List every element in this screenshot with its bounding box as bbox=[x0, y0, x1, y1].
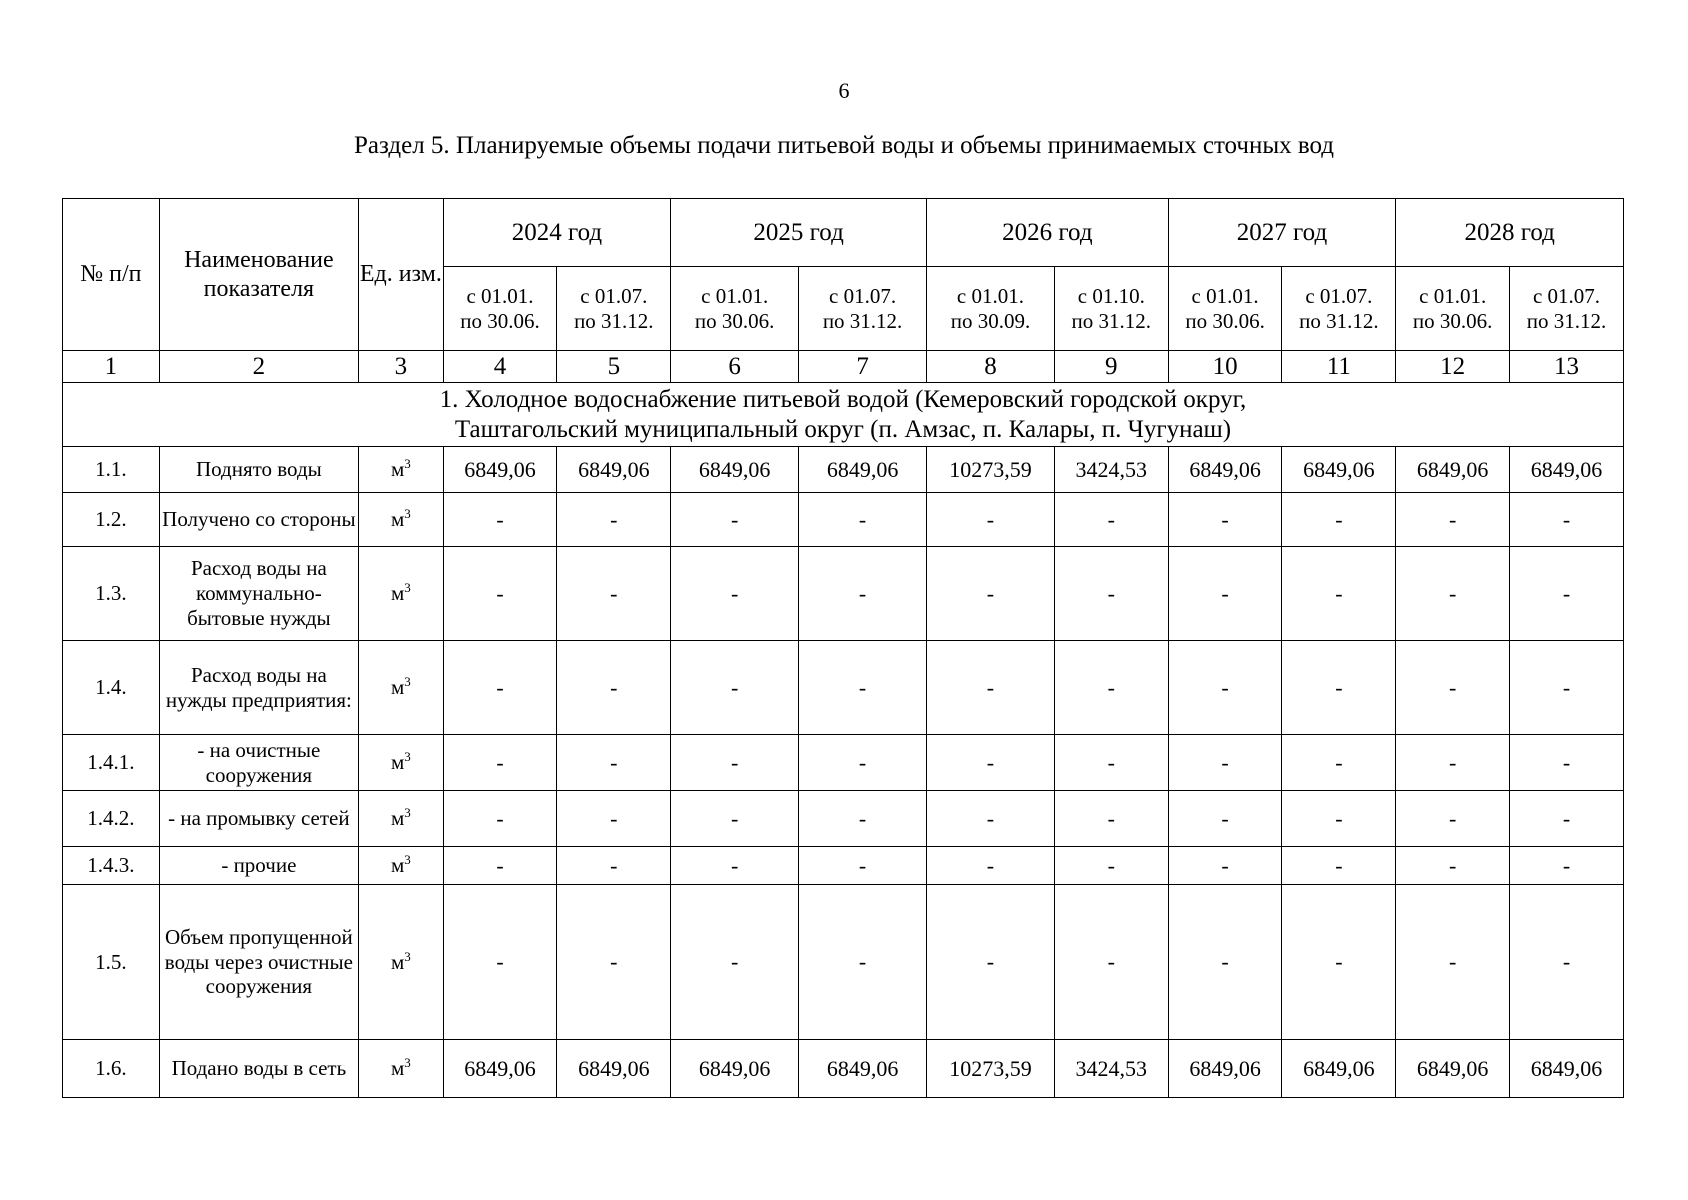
row-value: - bbox=[557, 735, 671, 791]
row-value: - bbox=[1510, 547, 1624, 641]
row-indicator-name: Расход воды на нужды предприятия: bbox=[159, 641, 358, 735]
section-title: Раздел 5. Планируемые объемы подачи питьевой воды и объемы принимаемых сточных вод bbox=[353, 132, 1335, 159]
unit-exponent: 3 bbox=[404, 456, 411, 472]
header-year-2027: 2027 год bbox=[1168, 199, 1396, 267]
table-body bbox=[63, 351, 1624, 1098]
row-value: - bbox=[799, 641, 927, 735]
table-row bbox=[63, 791, 1624, 847]
row-value: - bbox=[557, 493, 671, 547]
water-volumes-table bbox=[62, 198, 1624, 1098]
row-value: 6849,06 bbox=[799, 1040, 927, 1098]
row-value: - bbox=[1282, 847, 1396, 885]
row-value: 6849,06 bbox=[443, 1040, 557, 1098]
row-value: - bbox=[1510, 791, 1624, 847]
row-value: - bbox=[1510, 847, 1624, 885]
row-value: - bbox=[1396, 791, 1510, 847]
column-number: 5 bbox=[557, 351, 671, 383]
header-period: с 01.10. по 31.12. bbox=[1054, 267, 1168, 351]
unit-base: м bbox=[390, 675, 405, 700]
row-value: 6849,06 bbox=[1510, 447, 1624, 493]
row-number: 1.6. bbox=[63, 1040, 160, 1098]
row-value: 6849,06 bbox=[1396, 1040, 1510, 1098]
header-unit: Ед. изм. bbox=[359, 199, 444, 351]
header-year-2026: 2026 год bbox=[927, 199, 1169, 267]
column-number: 1 bbox=[63, 351, 160, 383]
row-number: 1.4.1. bbox=[63, 735, 160, 791]
column-number: 13 bbox=[1510, 351, 1624, 383]
row-value: - bbox=[799, 847, 927, 885]
row-value: 6849,06 bbox=[1282, 1040, 1396, 1098]
row-value: - bbox=[1054, 735, 1168, 791]
row-value: - bbox=[1282, 735, 1396, 791]
row-value: - bbox=[1168, 641, 1282, 735]
row-value: 10273,59 bbox=[927, 1040, 1055, 1098]
row-value: - bbox=[671, 735, 799, 791]
row-indicator-name: - на промывку сетей bbox=[159, 791, 358, 847]
row-value: - bbox=[557, 847, 671, 885]
column-number: 4 bbox=[443, 351, 557, 383]
header-period: с 01.07. по 31.12. bbox=[1510, 267, 1624, 351]
row-value: - bbox=[443, 791, 557, 847]
header-row-years bbox=[63, 199, 1624, 267]
row-value: - bbox=[1510, 493, 1624, 547]
row-unit bbox=[359, 735, 444, 791]
table-header bbox=[63, 199, 1624, 351]
unit-exponent: 3 bbox=[404, 948, 411, 964]
row-indicator-name: Подано воды в сеть bbox=[159, 1040, 358, 1098]
row-value: - bbox=[927, 847, 1055, 885]
row-number: 1.1. bbox=[63, 447, 160, 493]
row-value: - bbox=[1510, 735, 1624, 791]
row-value: - bbox=[927, 547, 1055, 641]
row-value: 6849,06 bbox=[1168, 1040, 1282, 1098]
row-value: 6849,06 bbox=[1396, 447, 1510, 493]
row-unit bbox=[359, 547, 444, 641]
row-value: - bbox=[1168, 791, 1282, 847]
table-row bbox=[63, 1040, 1624, 1098]
unit-base: м bbox=[390, 581, 405, 606]
header-period: с 01.07. по 31.12. bbox=[557, 267, 671, 351]
row-value: - bbox=[1054, 791, 1168, 847]
page-number: 6 bbox=[838, 78, 850, 103]
unit-exponent: 3 bbox=[404, 674, 411, 690]
row-value: - bbox=[1396, 493, 1510, 547]
row-unit bbox=[359, 791, 444, 847]
column-number: 8 bbox=[927, 351, 1055, 383]
column-number-row bbox=[63, 351, 1624, 383]
row-value: - bbox=[799, 493, 927, 547]
row-value: - bbox=[1282, 885, 1396, 1040]
unit-base: м bbox=[390, 1056, 405, 1081]
unit-base: м bbox=[390, 507, 405, 532]
row-value: - bbox=[557, 641, 671, 735]
table-row bbox=[63, 447, 1624, 493]
row-value: - bbox=[671, 547, 799, 641]
section-heading-line-2: Таштагольский муниципальный округ (п. Амзас, п. Калары, п. Чугунаш) bbox=[454, 415, 1232, 443]
row-value: 10273,59 bbox=[927, 447, 1055, 493]
header-period: с 01.01. по 30.06. bbox=[1396, 267, 1510, 351]
row-value: 3424,53 bbox=[1054, 447, 1168, 493]
row-value: - bbox=[1168, 847, 1282, 885]
row-value: - bbox=[1054, 885, 1168, 1040]
unit-exponent: 3 bbox=[404, 1055, 411, 1071]
row-number: 1.5. bbox=[63, 885, 160, 1040]
row-number: 1.4. bbox=[63, 641, 160, 735]
column-number: 11 bbox=[1282, 351, 1396, 383]
row-value: - bbox=[443, 847, 557, 885]
header-num: № п/п bbox=[63, 199, 160, 351]
unit-exponent: 3 bbox=[404, 805, 411, 821]
row-value: - bbox=[671, 641, 799, 735]
row-value: - bbox=[927, 885, 1055, 1040]
row-value: - bbox=[1168, 493, 1282, 547]
row-value: - bbox=[443, 735, 557, 791]
unit-base: м bbox=[390, 806, 405, 831]
row-value: - bbox=[1168, 547, 1282, 641]
table-row bbox=[63, 641, 1624, 735]
row-value: - bbox=[671, 791, 799, 847]
row-value: - bbox=[1168, 885, 1282, 1040]
row-value: - bbox=[927, 641, 1055, 735]
unit-base: м bbox=[390, 457, 405, 482]
header-period: с 01.07. по 31.12. bbox=[1282, 267, 1396, 351]
row-value: - bbox=[1282, 493, 1396, 547]
row-value: - bbox=[443, 547, 557, 641]
header-period: с 01.01. по 30.06. bbox=[1168, 267, 1282, 351]
header-period: с 01.01. по 30.09. bbox=[927, 267, 1055, 351]
header-period: с 01.07. по 31.12. bbox=[799, 267, 927, 351]
table-row bbox=[63, 735, 1624, 791]
unit-exponent: 3 bbox=[404, 580, 411, 596]
row-value: - bbox=[1510, 885, 1624, 1040]
row-value: - bbox=[1396, 641, 1510, 735]
section-heading bbox=[63, 383, 1624, 447]
row-value: - bbox=[443, 885, 557, 1040]
row-number: 1.2. bbox=[63, 493, 160, 547]
unit-exponent: 3 bbox=[404, 852, 411, 868]
row-unit bbox=[359, 493, 444, 547]
row-value: - bbox=[1282, 641, 1396, 735]
table-row bbox=[63, 885, 1624, 1040]
row-unit bbox=[359, 1040, 444, 1098]
row-value: - bbox=[557, 791, 671, 847]
row-value: - bbox=[1054, 641, 1168, 735]
row-value: - bbox=[557, 885, 671, 1040]
header-year-2028: 2028 год bbox=[1396, 199, 1624, 267]
row-value: 6849,06 bbox=[799, 447, 927, 493]
row-value: - bbox=[1396, 547, 1510, 641]
header-year-2025: 2025 год bbox=[671, 199, 927, 267]
row-value: - bbox=[927, 493, 1055, 547]
unit-exponent: 3 bbox=[404, 749, 411, 765]
column-number: 6 bbox=[671, 351, 799, 383]
table-row bbox=[63, 493, 1624, 547]
row-value: - bbox=[799, 547, 927, 641]
row-value: - bbox=[443, 493, 557, 547]
header-name: Наименование показателя bbox=[159, 199, 358, 351]
column-number: 7 bbox=[799, 351, 927, 383]
row-indicator-name: Получено со стороны bbox=[159, 493, 358, 547]
row-number: 1.4.3. bbox=[63, 847, 160, 885]
unit-base: м bbox=[390, 949, 405, 974]
section-heading-row bbox=[63, 383, 1624, 447]
row-value: - bbox=[1168, 735, 1282, 791]
header-period: с 01.01. по 30.06. bbox=[671, 267, 799, 351]
row-value: - bbox=[1054, 847, 1168, 885]
row-value: 6849,06 bbox=[1282, 447, 1396, 493]
table-row bbox=[63, 547, 1624, 641]
row-value: - bbox=[671, 847, 799, 885]
row-value: - bbox=[1396, 885, 1510, 1040]
row-value: 6849,06 bbox=[443, 447, 557, 493]
row-value: - bbox=[799, 791, 927, 847]
row-value: - bbox=[1282, 547, 1396, 641]
row-indicator-name: Объем пропущенной воды через очистные сооружения bbox=[159, 885, 358, 1040]
row-value: - bbox=[671, 493, 799, 547]
row-value: - bbox=[1054, 493, 1168, 547]
row-value: - bbox=[1054, 547, 1168, 641]
table-row bbox=[63, 847, 1624, 885]
row-unit bbox=[359, 447, 444, 493]
unit-base: м bbox=[390, 853, 405, 878]
row-unit bbox=[359, 885, 444, 1040]
row-value: - bbox=[799, 885, 927, 1040]
row-value: 6849,06 bbox=[557, 1040, 671, 1098]
row-indicator-name: Поднято воды bbox=[159, 447, 358, 493]
row-unit bbox=[359, 641, 444, 735]
unit-exponent: 3 bbox=[404, 506, 411, 522]
row-value: - bbox=[927, 735, 1055, 791]
unit-base: м bbox=[390, 750, 405, 775]
row-value: 6849,06 bbox=[557, 447, 671, 493]
row-value: - bbox=[1396, 847, 1510, 885]
column-number: 10 bbox=[1168, 351, 1282, 383]
header-year-2024: 2024 год bbox=[443, 199, 671, 267]
row-value: - bbox=[1396, 735, 1510, 791]
row-value: - bbox=[799, 735, 927, 791]
row-value: 6849,06 bbox=[671, 1040, 799, 1098]
row-number: 1.4.2. bbox=[63, 791, 160, 847]
header-period: с 01.01. по 30.06. bbox=[443, 267, 557, 351]
column-number: 12 bbox=[1396, 351, 1510, 383]
row-value: - bbox=[927, 791, 1055, 847]
section-heading-line-1: 1. Холодное водоснабжение питьевой водой (Кемеровский городской округ, bbox=[439, 386, 1247, 413]
row-indicator-name: - на очистные сооружения bbox=[159, 735, 358, 791]
column-number: 9 bbox=[1054, 351, 1168, 383]
row-value: 6849,06 bbox=[1510, 1040, 1624, 1098]
row-number: 1.3. bbox=[63, 547, 160, 641]
row-indicator-name: - прочие bbox=[159, 847, 358, 885]
row-unit bbox=[359, 847, 444, 885]
row-value: - bbox=[557, 547, 671, 641]
row-value: 6849,06 bbox=[671, 447, 799, 493]
row-value: - bbox=[1282, 791, 1396, 847]
row-value: - bbox=[1510, 641, 1624, 735]
row-indicator-name: Расход воды на коммунально-бытовые нужды bbox=[159, 547, 358, 641]
row-value: - bbox=[443, 641, 557, 735]
row-value: 3424,53 bbox=[1054, 1040, 1168, 1098]
row-value: - bbox=[671, 885, 799, 1040]
column-number: 3 bbox=[359, 351, 444, 383]
column-number: 2 bbox=[159, 351, 358, 383]
row-value: 6849,06 bbox=[1168, 447, 1282, 493]
